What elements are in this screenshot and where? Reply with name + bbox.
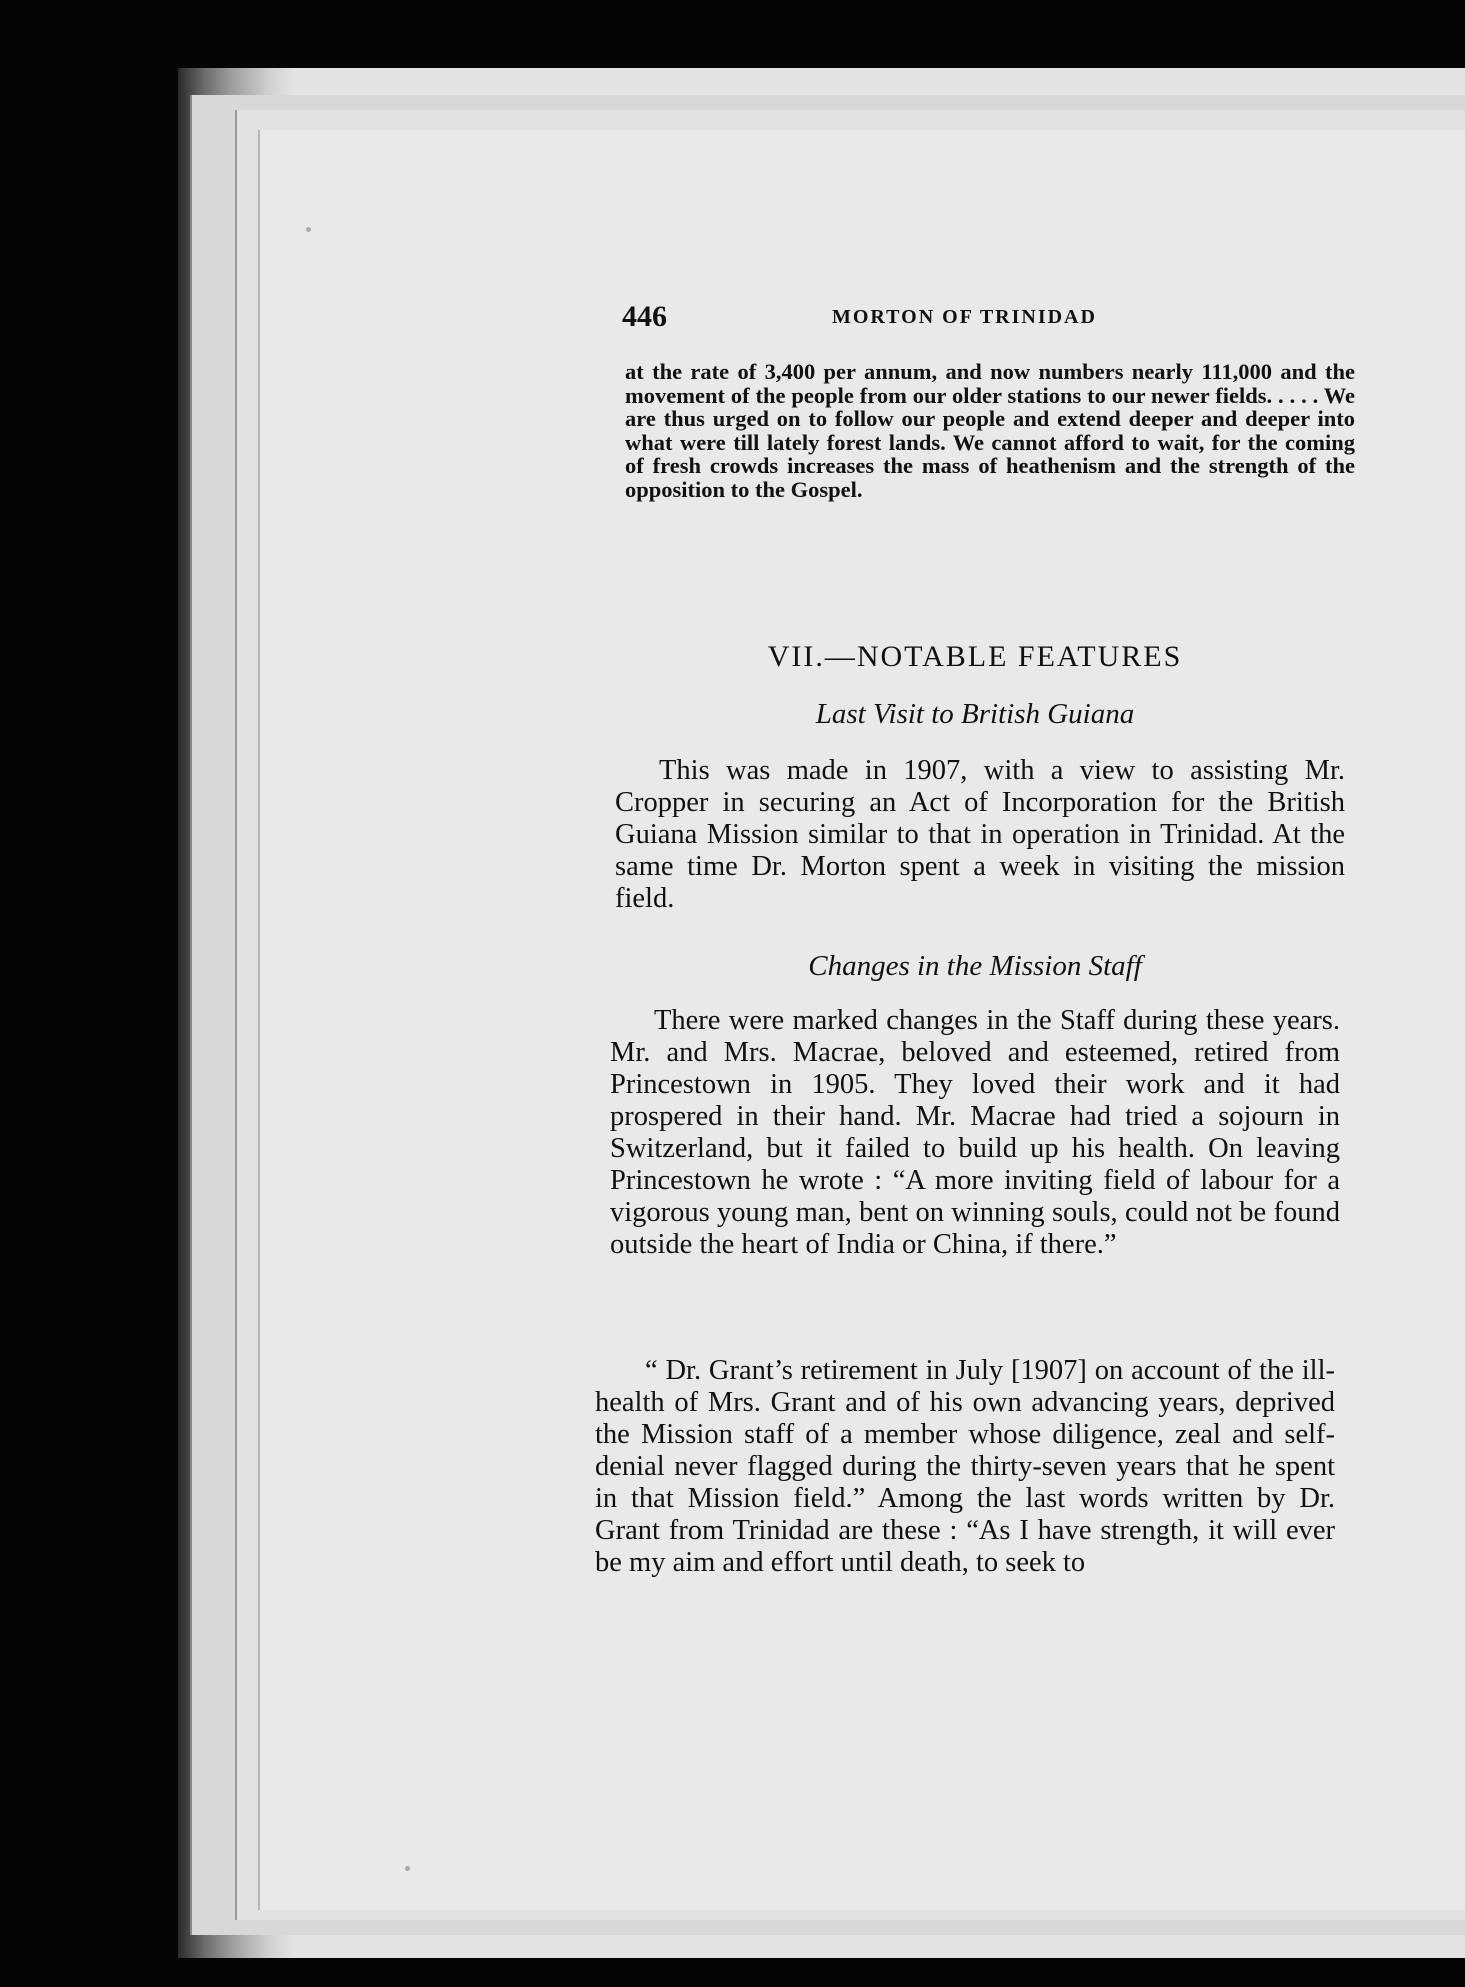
page-number: 446 [622,300,667,333]
subsection-heading-mission-staff: Changes in the Mission Staff [808,950,1142,982]
section-title: VII.—NOTABLE FEATURES [767,640,1183,673]
quoted-passage-text: at the rate of 3,400 per annum, and now numbers nearly 111,000 and the movement of the people from our older stations to our newer fields. . . . . We are thus urged on to follow our people and extend deeper and deeper into what were till lately forest lands. We cannot afford to wait, for the coming of fresh crowds increases the mass of heathenism and the strength of the opposition to the Gospel. [625,359,1355,502]
page-header [622,300,1352,340]
quoted-passage [625,360,1355,501]
paragraph-text: “ Dr. Grant’s retirement in July [1907] on account of the ill-health of Mrs. Grant and of his own advancing years, deprived the Mission staff of a member whose diligence, zeal and self-denial never flagged during the thirty-seven years that he spent in that Mission field.” Among the last words written by Dr. Grant from Trinidad are these : “As I have strength, it will ever be my aim and effort until death, to seek to [595,1355,1335,1578]
paragraph-staff-changes [610,1005,1340,1261]
running-head: MORTON OF TRINIDAD [832,306,1097,328]
subsection-heading-british-guiana: Last Visit to British Guiana [815,698,1135,730]
paragraph-dr-grant [595,1355,1335,1579]
paragraph-british-guiana [615,755,1345,915]
scan-speck [405,1866,410,1871]
scan-speck [306,227,311,232]
paragraph-text: This was made in 1907, with a view to assisting Mr. Cropper in securing an Act of Incorporation for the British Guiana Mission similar to that in operation in Trinidad. At the same time Dr. Morton spent a week in visiting the mission field. [615,755,1345,914]
paragraph-text: There were marked changes in the Staff during these years. Mr. and Mrs. Macrae, beloved and esteemed, retired from Princestown in 1905. They loved their work and it had prospered in their hand. Mr. Macrae had tried a sojourn in Switzerland, but it failed to build up his health. On leaving Princestown he wrote : “A more inviting field of labour for a vigorous young man, bent on winning souls, could not be found outside the heart of India or China, if there.” [610,1005,1340,1260]
